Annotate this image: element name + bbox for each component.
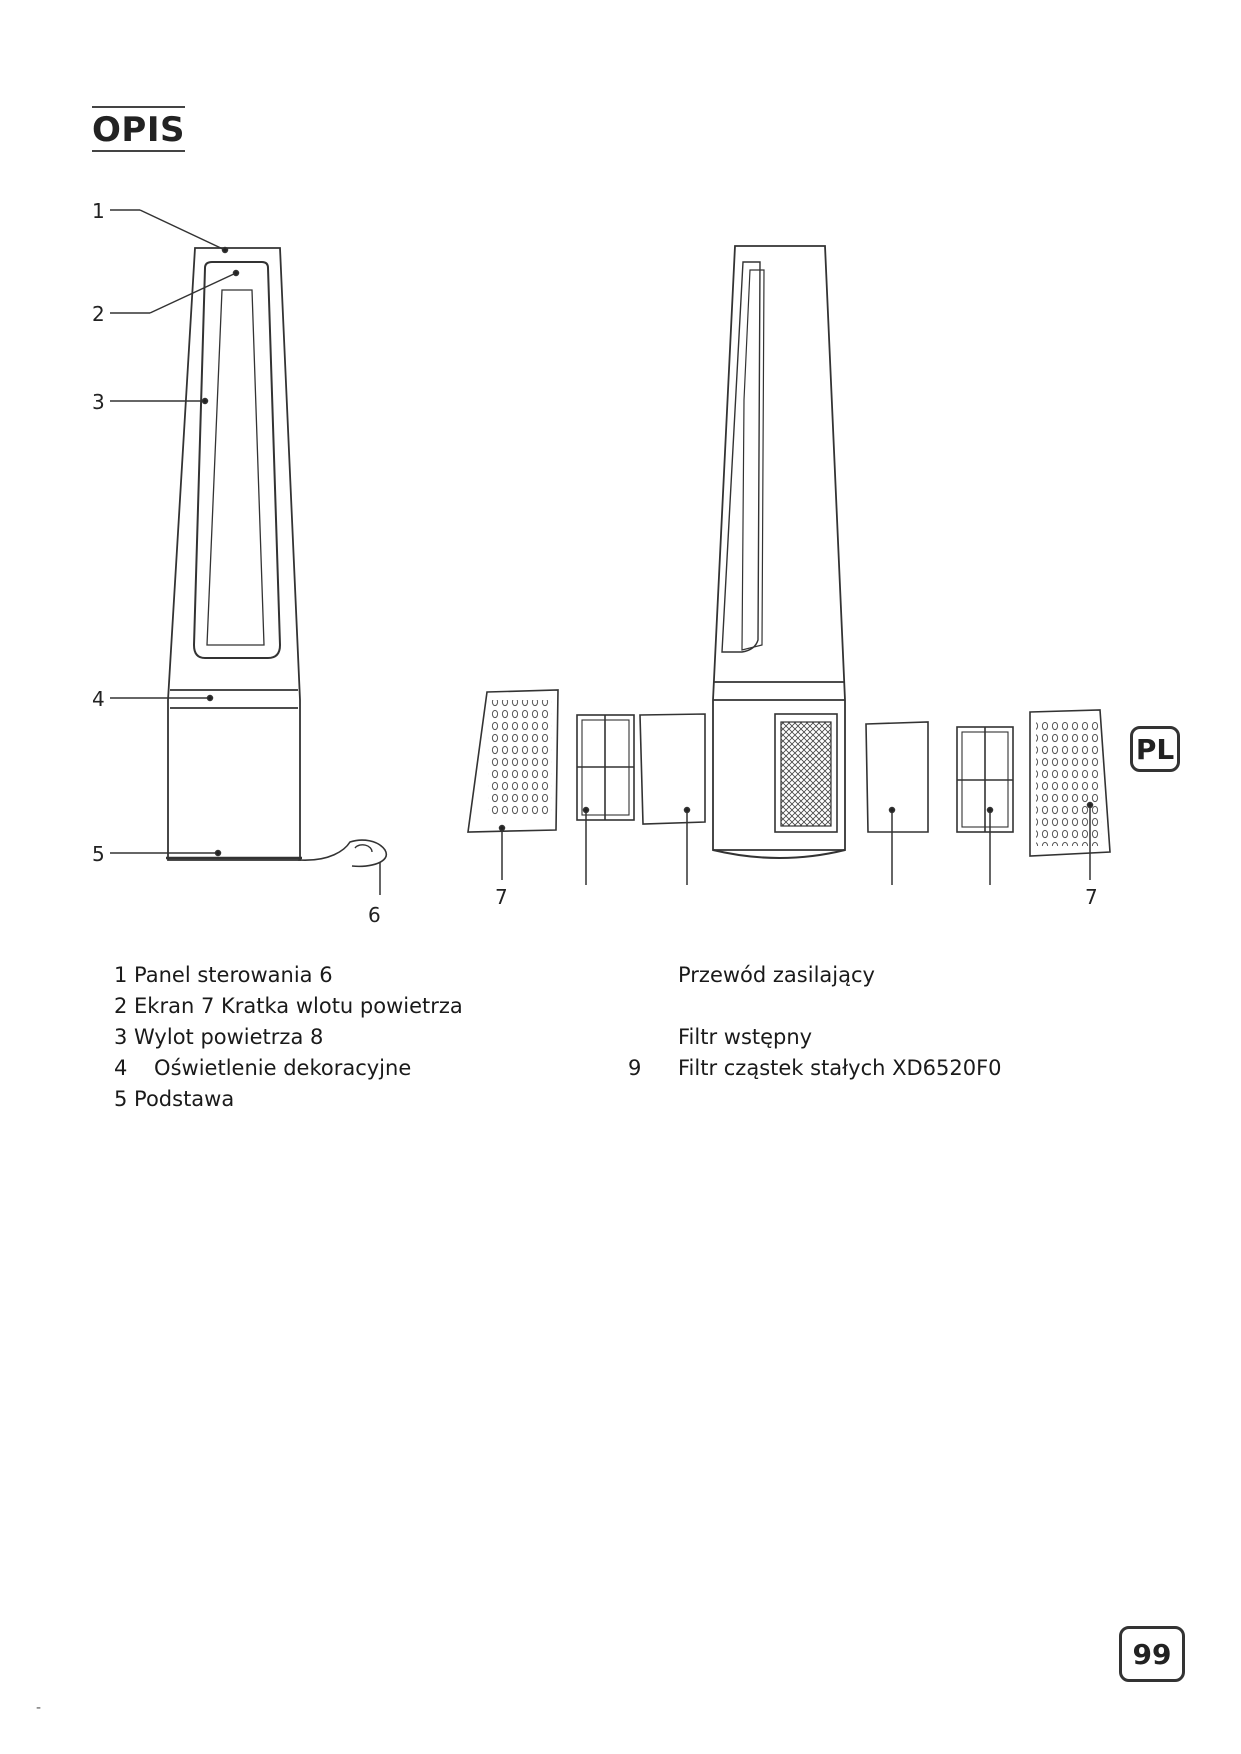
language-badge: PL [1130, 726, 1180, 772]
tower-rear [713, 246, 845, 858]
legend-line: 1 Panel sterowania 6 [114, 963, 333, 987]
callout-number: 5 [92, 842, 105, 866]
callout-number: 7 [1085, 885, 1098, 909]
legend-line: 3 Wylot powietrza 8 [114, 1025, 324, 1049]
footer-mark: - [36, 1700, 42, 1716]
callout-number: 7 [495, 885, 508, 909]
legend-line: 4 Oświetlenie dekoracyjne [114, 1056, 412, 1080]
legend-right-item: Filtr wstępny [678, 1025, 813, 1049]
legend-number-nine: 9 [628, 1056, 642, 1080]
legend-right-item: Filtr cząstek stałych XD6520F0 [678, 1056, 1002, 1080]
callout-number: 1 [92, 199, 105, 223]
legend-left [114, 960, 463, 1115]
callout-number: 4 [92, 687, 105, 711]
callout-number: 3 [92, 390, 105, 414]
legend-line: 5 Podstawa [114, 1087, 235, 1111]
page-title: OPIS [92, 106, 185, 152]
callout-lines-left [110, 210, 380, 895]
page-number: 99 [1119, 1626, 1185, 1682]
legend-right-item: Przewód zasilający [678, 963, 875, 987]
callout-number: 2 [92, 302, 105, 326]
legend-line: 2 Ekran 7 Kratka wlotu powietrza [114, 994, 463, 1018]
tower-front [166, 248, 386, 866]
callout-number: 6 [368, 903, 381, 927]
